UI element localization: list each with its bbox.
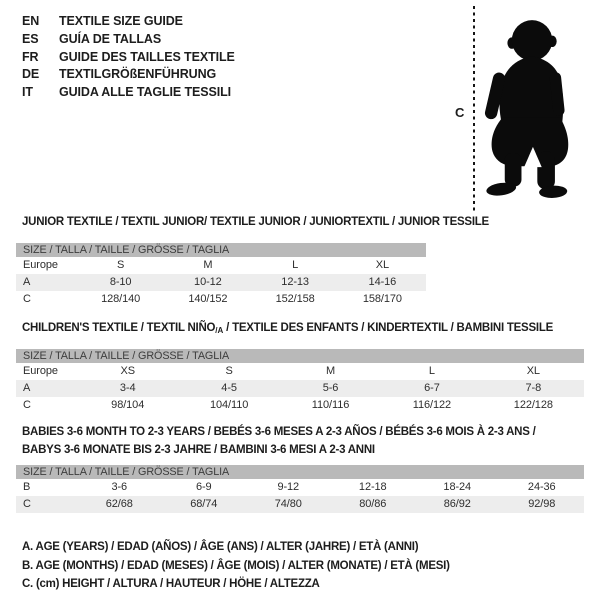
height-dotted-line xyxy=(473,6,475,212)
language-row-de xyxy=(22,66,235,84)
height-measure-label: C xyxy=(455,105,465,120)
table-row xyxy=(16,274,426,291)
table-row xyxy=(16,291,426,308)
age-cell: 4-5 xyxy=(221,382,237,394)
age-cell: 12-13 xyxy=(281,276,309,288)
row-label: Europe xyxy=(23,365,58,377)
table-row xyxy=(16,397,584,414)
table-row xyxy=(16,257,426,274)
age-cell: 9-12 xyxy=(277,481,300,493)
height-cell: 86/92 xyxy=(443,498,471,510)
children-section-title xyxy=(22,322,553,335)
height-cell: 158/170 xyxy=(362,293,402,305)
height-cell: 92/98 xyxy=(528,498,556,510)
babies-title-line2: BABYS 3-6 MONATE BIS 2-3 JAHRE / BAMBINI 3-6 MESI A 2-3 ANNI xyxy=(22,444,375,456)
junior-section-title: JUNIOR TEXTILE / TEXTIL JUNIOR/ TEXTILE JUNIOR / JUNIORTEXTIL / JUNIOR TESSILE xyxy=(22,216,489,228)
age-cell: 18-24 xyxy=(443,481,472,493)
row-label: Europe xyxy=(23,259,58,271)
language-code: ES xyxy=(22,31,39,46)
height-cell: 62/68 xyxy=(105,498,133,510)
size-cell: S xyxy=(225,365,233,377)
language-row-fr xyxy=(22,49,235,67)
row-label: B xyxy=(23,481,31,493)
language-label: TEXTILGRÖßENFÜHRUNG xyxy=(59,67,217,82)
row-label: C xyxy=(23,498,31,510)
footnote-c: C. (cm) HEIGHT / ALTURA / HAUTEUR / HÖHE / ALTEZZA xyxy=(22,578,320,591)
size-cell: L xyxy=(428,365,435,377)
language-code: DE xyxy=(22,67,40,82)
footnote-a: A. AGE (YEARS) / EDAD (AÑOS) / ÂGE (ANS) / ALTER (JAHRE) / ETÀ (ANNI) xyxy=(22,541,419,553)
age-cell: 12-18 xyxy=(358,481,387,493)
babies-section-title xyxy=(22,423,536,459)
footnote-b: B. AGE (MONTHS) / EDAD (MESES) / ÂGE (MOIS) / ALTER (MONATE) / ETÀ (MESI) xyxy=(22,559,450,572)
babies-size-table xyxy=(16,465,584,513)
size-cell: XS xyxy=(120,365,135,377)
height-cell: 116/122 xyxy=(412,399,452,411)
size-cell: M xyxy=(203,259,213,271)
row-label: A xyxy=(23,382,31,394)
table-row xyxy=(16,380,584,397)
babies-title-line1: BABIES 3-6 MONTH TO 2-3 YEARS / BEBÉS 3-6 MESES A 2-3 AÑOS / BÉBÉS 3-6 MOIS À 2-3 ANS / xyxy=(22,426,536,438)
language-code: EN xyxy=(22,14,40,28)
language-label: GUÍA DE TALLAS xyxy=(59,31,162,46)
age-cell: 6-9 xyxy=(195,481,212,493)
language-label: GUIDA ALLE TAGLIE TESSILI xyxy=(59,85,232,100)
size-cell: XL xyxy=(526,365,540,377)
language-list xyxy=(22,13,235,102)
children-title-suffix: / TEXTILE DES ENFANTS / KINDERTEXTIL / BAMBINI TESSILE xyxy=(223,322,554,334)
language-label: TEXTILE SIZE GUIDE xyxy=(59,14,183,28)
height-cell: 74/80 xyxy=(274,498,302,510)
age-cell: 10-12 xyxy=(194,276,222,288)
height-cell: 128/140 xyxy=(101,293,141,305)
row-label: C xyxy=(23,293,31,305)
height-cell: 80/86 xyxy=(359,498,387,510)
age-cell: 8-10 xyxy=(109,276,132,288)
size-cell: M xyxy=(325,365,336,377)
size-cell: S xyxy=(117,259,125,271)
table-row xyxy=(16,479,584,496)
height-cell: 122/128 xyxy=(513,399,553,411)
size-header-band: SIZE / TALLA / TAILLE / GRÖSSE / TAGLIA xyxy=(16,465,584,479)
language-row-en xyxy=(22,13,235,31)
language-row-it xyxy=(22,84,235,102)
age-cell: 3-4 xyxy=(119,382,136,394)
height-cell: 110/116 xyxy=(311,399,350,411)
language-label: GUIDE DES TAILLES TEXTILE xyxy=(59,49,235,64)
baby-silhouette-icon xyxy=(481,7,569,212)
footnotes xyxy=(22,538,450,594)
children-size-table xyxy=(16,349,584,414)
size-cell: L xyxy=(292,259,299,271)
language-code: FR xyxy=(22,49,39,64)
language-row-es xyxy=(22,31,235,49)
children-title-subscript: /A xyxy=(215,326,224,335)
row-label: C xyxy=(23,399,31,411)
size-cell: XL xyxy=(375,259,389,271)
age-cell: 14-16 xyxy=(368,276,397,288)
table-row xyxy=(16,496,584,513)
children-title-prefix: CHILDREN'S TEXTILE / TEXTIL NIÑO xyxy=(22,322,216,334)
row-label: A xyxy=(23,276,31,288)
height-cell: 140/152 xyxy=(188,293,228,305)
height-cell: 104/110 xyxy=(209,399,249,411)
size-header-band: SIZE / TALLA / TAILLE / GRÖSSE / TAGLIA xyxy=(16,349,584,363)
height-cell: 152/158 xyxy=(275,293,315,305)
age-cell: 6-7 xyxy=(424,382,440,394)
table-row xyxy=(16,363,584,380)
age-cell: 24-36 xyxy=(527,481,556,493)
height-cell: 68/74 xyxy=(190,498,218,510)
junior-size-table xyxy=(16,243,426,308)
size-header-band: SIZE / TALLA / TAILLE / GRÖSSE / TAGLIA xyxy=(16,243,426,257)
height-cell: 98/104 xyxy=(111,399,145,411)
age-cell: 3-6 xyxy=(111,481,128,493)
age-cell: 5-6 xyxy=(322,382,339,394)
age-cell: 7-8 xyxy=(525,382,542,394)
language-code: IT xyxy=(22,85,33,100)
